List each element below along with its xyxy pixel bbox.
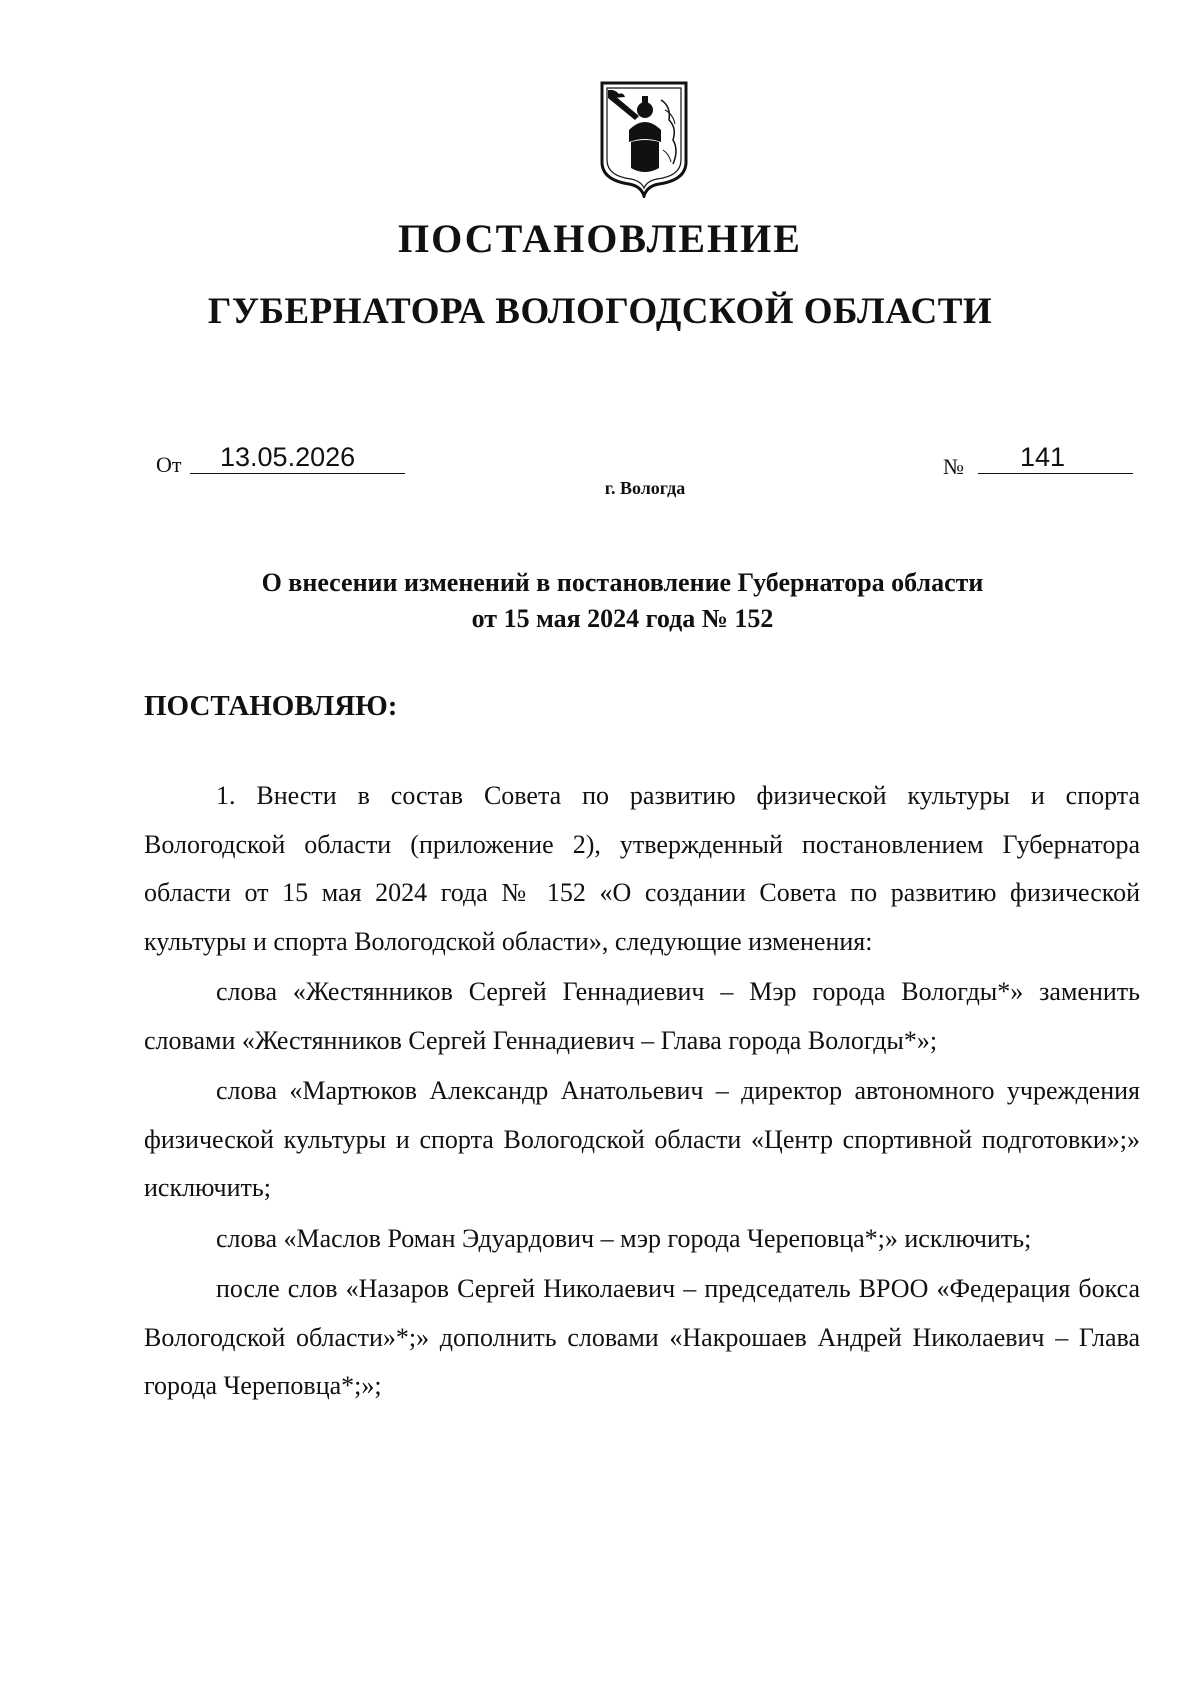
city-label: г. Вологда [604,478,686,498]
body-paragraph: слова «Мартюков Александр Анатольевич – директор автономного учреждения физической культуры и спорта Вологодской области «Центр спортивной подготовки»;» исключить; [144,1076,1140,1202]
number-label: № [943,454,964,479]
document-subject [0,565,1200,637]
date-value: 13.05.2026 [190,442,405,474]
coat-of-arms-icon [599,80,689,198]
body-paragraph: 1. Внести в состав Совета по развитию физической культуры и спорта Вологодской области (приложение 2), утвержденный постановлением Губернатора области от 15 мая 2024 года № 152 «О создании Совета по развитию физической культуры и спорта Вологодской области», следующие изменения: [144,781,1140,956]
subject-line-1: О внесении изменений в постановление Губернатора области [261,568,984,597]
document-body [144,772,1140,1411]
body-paragraph: слова «Маслов Роман Эдуардович – мэр города Череповца*;» исключить; [216,1223,1032,1253]
document-title: ПОСТАНОВЛЕНИЕ [398,216,802,261]
resolve-heading: ПОСТАНОВЛЯЮ: [144,690,398,722]
subject-line-2: от 15 мая 2024 года № 152 [471,604,774,633]
date-label: От [156,452,182,477]
document-issuer: ГУБЕРНАТОРА ВОЛОГОДСКОЙ ОБЛАСТИ [207,291,993,332]
body-paragraph: слова «Жестянников Сергей Геннадиевич – Мэр города Вологды*» заменить словами «Жестянников Сергей Геннадиевич – Глава города Вологды*»; [144,977,1140,1055]
number-value: 141 [978,442,1133,474]
body-paragraph: после слов «Назаров Сергей Николаевич – председатель ВРОО «Федерация бокса Вологодской области»*;» дополнить словами «Накрошаев Андрей Николаевич – Глава города Череповца*;»; [144,1274,1140,1400]
